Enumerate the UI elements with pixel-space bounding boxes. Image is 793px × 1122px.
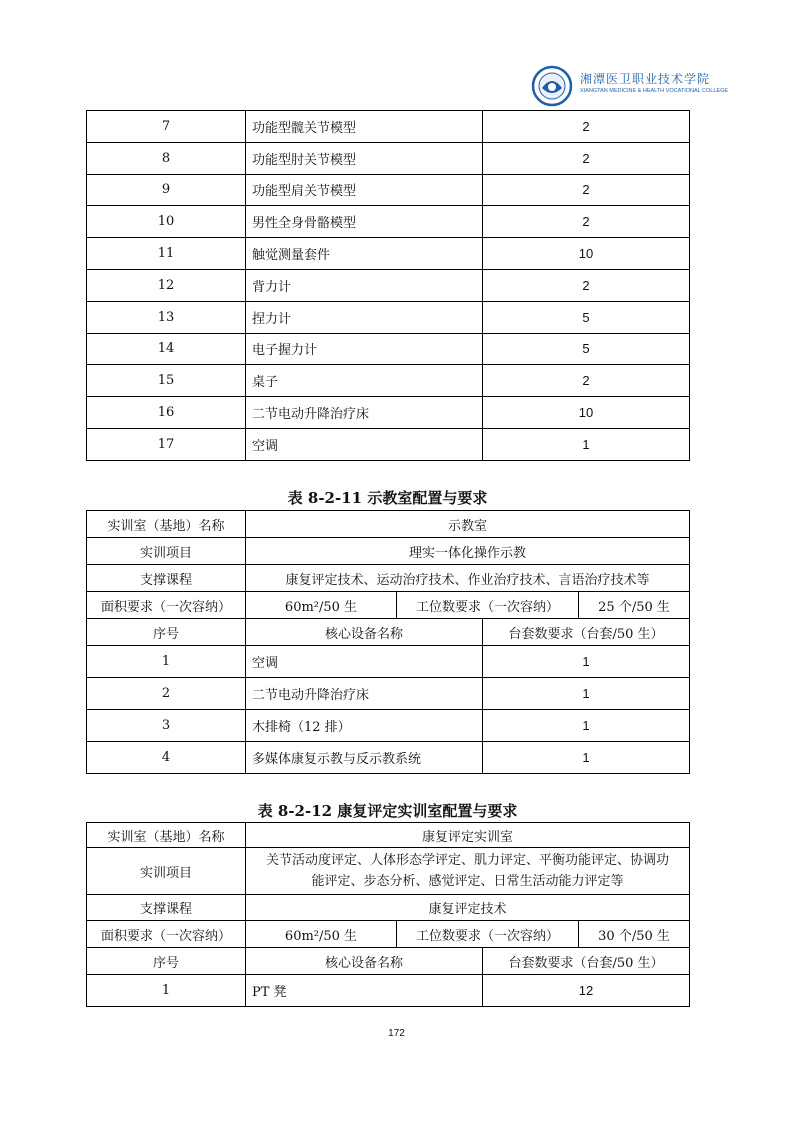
equipment-name: 功能型肩关节模型 — [246, 174, 483, 206]
equipment-quantity: 1 — [483, 646, 690, 678]
row-number: 10 — [87, 206, 246, 238]
table-row — [87, 365, 690, 397]
equipment-quantity: 1 — [483, 742, 690, 774]
row-number: 7 — [87, 111, 246, 143]
station-label: 工位数要求（一次容纳） — [397, 921, 579, 948]
equipment-name: 功能型肘关节模型 — [246, 142, 483, 174]
table-row — [87, 142, 690, 174]
col-header-no: 序号 — [87, 948, 246, 975]
table-row — [87, 710, 690, 742]
row-number: 17 — [87, 428, 246, 460]
course-value: 康复评定技术 — [246, 895, 690, 921]
col-header-name: 核心设备名称 — [246, 948, 483, 975]
equipment-quantity: 2 — [483, 206, 690, 238]
area-label: 面积要求（一次容纳） — [87, 592, 246, 619]
equipment-name: PT 凳 — [246, 975, 483, 1007]
table-row — [87, 333, 690, 365]
equipment-quantity: 2 — [483, 111, 690, 143]
table-row — [87, 269, 690, 301]
col-header-qty: 台套数要求（台套/50 生） — [483, 619, 690, 646]
area-label: 面积要求（一次容纳） — [87, 921, 246, 948]
row-number: 13 — [87, 301, 246, 333]
row-number: 1 — [87, 646, 246, 678]
base-label: 实训室（基地）名称 — [87, 823, 246, 848]
row-number: 11 — [87, 238, 246, 270]
logo-subtitle: XIANGTAN MEDICINE & HEALTH VOCATIONAL COLLEGE — [580, 88, 729, 94]
equipment-quantity: 2 — [483, 269, 690, 301]
equipment-name: 功能型髋关节模型 — [246, 111, 483, 143]
logo-title: 湘潭医卫职业技术学院 — [580, 72, 711, 86]
equipment-quantity: 1 — [483, 678, 690, 710]
demo-room-table — [86, 510, 690, 774]
equipment-name: 电子握力计 — [246, 333, 483, 365]
equipment-name: 多媒体康复示教与反示教系统 — [246, 742, 483, 774]
equipment-quantity: 1 — [483, 710, 690, 742]
base-value: 示教室 — [246, 511, 690, 538]
row-number: 1 — [87, 975, 246, 1007]
station-label: 工位数要求（一次容纳） — [397, 592, 579, 619]
equipment-quantity: 10 — [483, 238, 690, 270]
equipment-name: 背力计 — [246, 269, 483, 301]
equipment-name: 桌子 — [246, 365, 483, 397]
table-row — [87, 646, 690, 678]
equipment-quantity: 5 — [483, 333, 690, 365]
equipment-name: 二节电动升降治疗床 — [246, 397, 483, 429]
table-row — [87, 397, 690, 429]
equipment-quantity: 2 — [483, 365, 690, 397]
table-row — [87, 238, 690, 270]
table-row — [87, 975, 690, 1007]
row-number: 3 — [87, 710, 246, 742]
table-row — [87, 301, 690, 333]
course-label: 支撑课程 — [87, 895, 246, 921]
col-header-qty: 台套数要求（台套/50 生） — [483, 948, 690, 975]
equipment-quantity: 2 — [483, 142, 690, 174]
station-value: 25 个/50 生 — [579, 592, 690, 619]
row-number: 14 — [87, 333, 246, 365]
equipment-name: 男性全身骨骼模型 — [246, 206, 483, 238]
col-header-no: 序号 — [87, 619, 246, 646]
area-value: 60m²/50 生 — [246, 921, 397, 948]
equipment-table-continued — [86, 110, 690, 461]
project-label: 实训项目 — [87, 848, 246, 895]
project-value-line-1: 关节活动度评定、人体形态学评定、肌力评定、平衡功能评定、协调功 — [266, 853, 670, 868]
station-value: 30 个/50 生 — [579, 921, 690, 948]
equipment-name: 触觉测量套件 — [246, 238, 483, 270]
course-value: 康复评定技术、运动治疗技术、作业治疗技术、言语治疗技术等 — [246, 565, 690, 592]
equipment-quantity: 5 — [483, 301, 690, 333]
base-label: 实训室（基地）名称 — [87, 511, 246, 538]
table-row — [87, 678, 690, 710]
equipment-quantity: 12 — [483, 975, 690, 1007]
table-row — [87, 742, 690, 774]
col-header-name: 核心设备名称 — [246, 619, 483, 646]
project-value: 理实一体化操作示教 — [246, 538, 690, 565]
table-row — [87, 428, 690, 460]
row-number: 9 — [87, 174, 246, 206]
equipment-name: 木排椅（12 排） — [246, 710, 483, 742]
equipment-name: 空调 — [246, 646, 483, 678]
project-label: 实训项目 — [87, 538, 246, 565]
equipment-name: 二节电动升降治疗床 — [246, 678, 483, 710]
table-caption-8-2-11: 表 8-2-11 示教室配置与要求 — [287, 489, 488, 507]
project-value — [246, 848, 690, 895]
row-number: 12 — [87, 269, 246, 301]
table-row — [87, 206, 690, 238]
row-number: 15 — [87, 365, 246, 397]
row-number: 2 — [87, 678, 246, 710]
equipment-quantity: 10 — [483, 397, 690, 429]
row-number: 4 — [87, 742, 246, 774]
table-row — [87, 111, 690, 143]
equipment-quantity: 1 — [483, 428, 690, 460]
base-value: 康复评定实训室 — [246, 823, 690, 848]
project-value-line-2: 能评定、步态分析、感觉评定、日常生活动能力评定等 — [311, 874, 624, 889]
row-number: 16 — [87, 397, 246, 429]
equipment-quantity: 2 — [483, 174, 690, 206]
table-row — [87, 174, 690, 206]
equipment-name: 空调 — [246, 428, 483, 460]
course-label: 支撑课程 — [87, 565, 246, 592]
equipment-name: 捏力计 — [246, 301, 483, 333]
page-number: 172 — [388, 1028, 405, 1039]
row-number: 8 — [87, 142, 246, 174]
table-caption-8-2-12: 表 8-2-12 康复评定实训室配置与要求 — [257, 802, 518, 820]
assessment-room-table — [86, 822, 690, 1007]
area-value: 60m²/50 生 — [246, 592, 397, 619]
